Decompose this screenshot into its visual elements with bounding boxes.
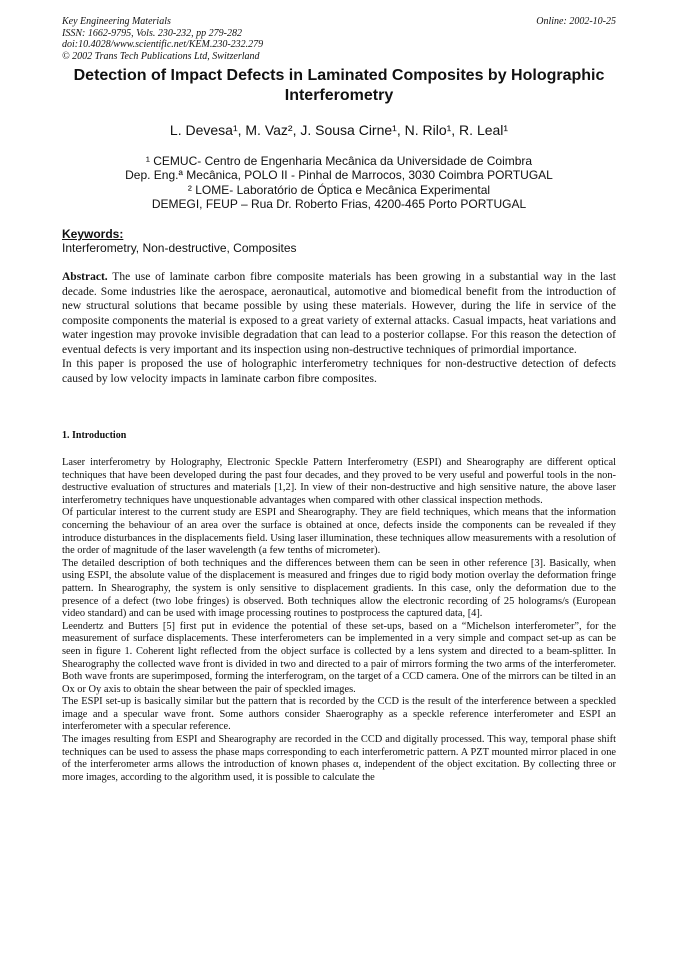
keywords-heading: Keywords: <box>62 227 124 241</box>
body-paragraph: Laser interferometry by Holography, Electronic Speckle Pattern Interferometry (ESPI) and Shearography are different optical techniques that have been developed during the past four decades, and they proved to be very useful and powerful tools in the non-destructive evaluation of structures and materials [1,2]. In view of their non-destructive and high sensitive nature, the above laser interferometry techniques have unquestionable advantages when compared with other classical inspection methods. <box>62 457 616 506</box>
body-paragraph: The ESPI set-up is basically similar but the pattern that is recorded by the CCD is the result of the interference between a speckled image and a specular wave front. Some authors consider Shaerography as a speckle reference interferometer and ESPI an interferometer with a specular reference. <box>62 696 616 733</box>
body-paragraph: Of particular interest to the current study are ESPI and Shearography. They are field techniques, which means that the information concerning the behaviour of an area over the surface is obtained at once, defects inside the components can be revealed if they introduce disturbances in the displacements field. Using laser illumination, these techniques allow measurements with a resolution of the order of magnitude of the laser wavelength (a few tenths of micrometer). <box>62 507 616 557</box>
abstract-paragraph <box>62 270 616 357</box>
keywords-text: Interferometry, Non-destructive, Composites <box>62 241 297 255</box>
body-paragraph: The images resulting from ESPI and Shearography are recorded in the CCD and digitally processed. This way, temporal phase shift techniques can be used to assess the phase maps corresponding to each interferometric pattern. A PZT mounted mirror placed in one of the interferometer arms allows the introduction of known phases α, independent of the object excitation. By collecting three or more images, according to the algorithm used, it is possible to calculate the <box>62 734 616 783</box>
affiliations <box>62 154 616 212</box>
abstract <box>62 270 616 386</box>
copyright-line: © 2002 Trans Tech Publications Ltd, Switzerland <box>62 50 260 62</box>
online-date: Online: 2002-10-25 <box>536 16 616 27</box>
section-body <box>62 457 616 784</box>
affiliation-line: ¹ CEMUC- Centro de Engenharia Mecânica da Universidade de Coimbra <box>145 154 533 168</box>
paper-title: Detection of Impact Defects in Laminated Composites by Holographic Interferometry <box>73 67 605 104</box>
journal-header <box>62 16 616 62</box>
abstract-paragraph: In this paper is proposed the use of holographic interferometry techniques for non-destructive detection of defects caused by low velocity impacts in laminate carbon fibre composites. <box>62 358 616 385</box>
abstract-text: The use of laminate carbon fibre composite materials has been growing in a substantial way in the last decade. Some industries like the aerospace, aeronautical, automotive and biomedical benefit from the introduction of new structural solutions that became possible by using these materials. However, during the life in service of the composite components the material is exposed to a great variety of external attacks. Casual impacts, heat variations and water ingestion may provoke invisible degradation that can lead to a posterior collapse. For this reason the detection of eventual defects is very important and its inspection using non-destructive techniques of primordial importance. <box>62 271 616 356</box>
abstract-label: Abstract. <box>62 271 108 283</box>
author-list: L. Devesa¹, M. Vaz², J. Sousa Cirne¹, N. Rilo¹, R. Leal¹ <box>169 122 509 138</box>
affiliation-line: DEMEGI, FEUP – Rua Dr. Roberto Frias, 4200-465 Porto PORTUGAL <box>151 197 527 212</box>
doi-line: doi:10.4028/www.scientific.net/KEM.230-232.279 <box>62 39 264 50</box>
section-heading: 1. Introduction <box>62 430 127 441</box>
affiliation-line: ² LOME- Laboratório de Óptica e Mecânica Experimental <box>187 182 491 197</box>
body-paragraph: The detailed description of both techniques and the differences between them can be seen in other reference [3]. Basically, when using ESPI, the absolute value of the displacement is measured and fringes due to rigid body motion overlay the deformation fringe pattern. In Shearography, the system is only sensitive to displacement gradients. In this case, only the deformation due to the presence of a defect (two lobe fringes) is observed. Both techniques allow the electronic recording of 25 holograms/s (European video standard) and can be used with image processing routines to postprocess the captured data, [4]. <box>62 557 616 620</box>
affiliation-line: Dep. Eng.ª Mecânica, POLO II - Pinhal de Marrocos, 3030 Coimbra PORTUGAL <box>125 168 553 183</box>
journal-name: Key Engineering Materials <box>62 16 171 27</box>
body-paragraph: Leendertz and Butters [5] first put in evidence the potential of these set-ups, based on a “Michelson interferometer”, for the measurement of surface displacements. These interferometers can be implemented in a very simple and compact set-up as can be seen in figure 1. Coherent light reflected from the object surface is collected by a lens system and directed to a beam-splitter. In Shearography the collected wave front is divided in two and directed to a pair of mirrors forming the two arms of the interferometer. Both wave fronts are superimposed, forming the interferogram, on the target of a CCD camera. One of the mirrors can be tilted in an Ox or Oy axis to obtain the shear between the pair of speckled images. <box>62 620 616 695</box>
issn-line: ISSN: 1662-9795, Vols. 230-232, pp 279-282 <box>62 27 242 39</box>
